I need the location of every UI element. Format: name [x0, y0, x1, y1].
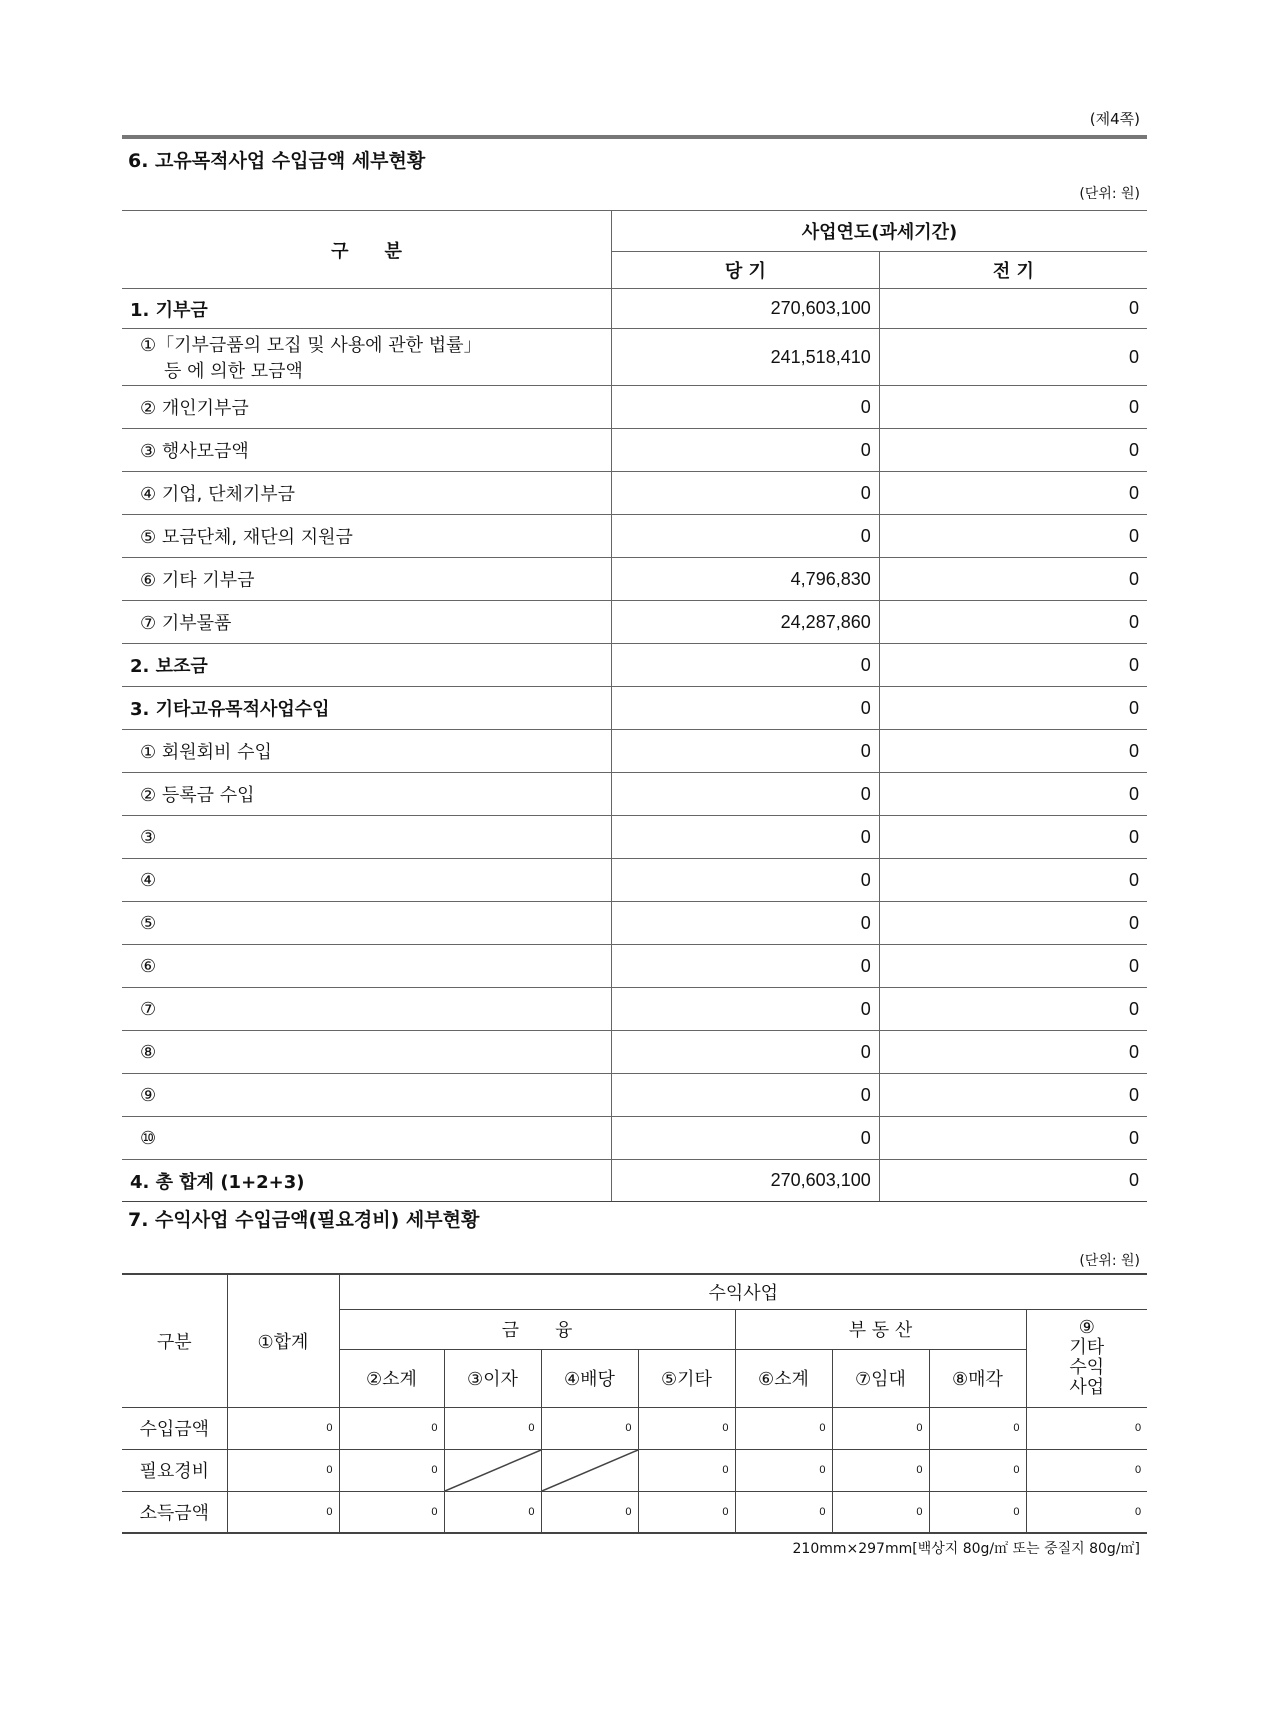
table-row: 1. 기부금 270,603,100 0 — [122, 289, 1147, 329]
table-row: 2. 보조금 0 0 — [122, 644, 1147, 687]
section7-unit: (단위: 원) — [1079, 1253, 1140, 1269]
diagonal-line — [445, 1450, 541, 1491]
donation-income-table — [122, 210, 1147, 1202]
table-row: ⑧ 0 0 — [122, 1031, 1147, 1074]
header-total: ①합계 — [227, 1274, 339, 1407]
header-dividend: ④배당 — [541, 1349, 638, 1407]
section6-unit: (단위: 원) — [1079, 186, 1140, 202]
table-row: ③ 행사모금액 0 0 — [122, 429, 1147, 472]
table-row: ③ 0 0 — [122, 816, 1147, 859]
header-subtotal-finance: ②소계 — [339, 1349, 444, 1407]
table-row: ⑨ 0 0 — [122, 1074, 1147, 1117]
header-finance: 금 융 — [339, 1309, 735, 1349]
table-row: ② 등록금 수입 0 0 — [122, 773, 1147, 816]
table-row: ④ 0 0 — [122, 859, 1147, 902]
table-row: ⑥ 기타 기부금 4,796,830 0 — [122, 558, 1147, 601]
table-row: 수입금액 0 0 0 0 0 0 0 0 0 — [122, 1407, 1147, 1449]
table-row: ① 회원회비 수입 0 0 — [122, 730, 1147, 773]
top-rule — [122, 135, 1147, 139]
paper-spec-footer: 210mm×297mm[백상지 80g/㎡ 또는 중질지 80g/㎡] — [792, 1541, 1140, 1557]
page-number: (제4쪽) — [1089, 110, 1140, 128]
business-income-table — [122, 1273, 1147, 1534]
header-sale: ⑧매각 — [929, 1349, 1026, 1407]
table-row: ② 개인기부금 0 0 — [122, 386, 1147, 429]
table-row-total: 4. 총 합계 (1+2+3) 270,603,100 0 — [122, 1160, 1147, 1202]
table-row: ⑦ 0 0 — [122, 988, 1147, 1031]
diagonal-cell — [444, 1449, 541, 1491]
header-realestate: 부 동 산 — [735, 1309, 1026, 1349]
table-row: 필요경비 0 0 0 0 0 0 0 — [122, 1449, 1147, 1491]
table-row: ⑦ 기부물품 24,287,860 0 — [122, 601, 1147, 644]
table-row: ⑤ 0 0 — [122, 902, 1147, 945]
diagonal-line — [542, 1450, 638, 1491]
section6-title: 6. 고유목적사업 수입금액 세부현황 — [128, 150, 426, 172]
header-interest: ③이자 — [444, 1349, 541, 1407]
table-row: ①「기부금품의 모집 및 사용에 관한 법률」 등 에 의한 모금액 241,518,410 0 — [122, 329, 1147, 386]
header-previous: 전 기 — [879, 252, 1147, 289]
header-period: 사업연도(과세기간) — [612, 211, 1148, 252]
table-row: 3. 기타고유목적사업수입 0 0 — [122, 687, 1147, 730]
header-other-business: ⑨ 기타 수익 사업 — [1026, 1309, 1147, 1407]
header-etc: ⑤기타 — [638, 1349, 735, 1407]
table-row: ⑩ 0 0 — [122, 1117, 1147, 1160]
section7-title: 7. 수익사업 수입금액(필요경비) 세부현황 — [128, 1209, 480, 1231]
header-lease: ⑦임대 — [832, 1349, 929, 1407]
table-row: ④ 기업, 단체기부금 0 0 — [122, 472, 1147, 515]
header-current: 당 기 — [612, 252, 880, 289]
table-row: 소득금액 0 0 0 0 0 0 0 0 0 — [122, 1491, 1147, 1533]
header-business: 수익사업 — [339, 1274, 1147, 1309]
diagonal-cell — [541, 1449, 638, 1491]
header-subtotal-realestate: ⑥소계 — [735, 1349, 832, 1407]
table-row: ⑤ 모금단체, 재단의 지원금 0 0 — [122, 515, 1147, 558]
header-category: 구분 — [122, 1274, 227, 1407]
header-category: 구 분 — [122, 211, 612, 289]
table-row: ⑥ 0 0 — [122, 945, 1147, 988]
